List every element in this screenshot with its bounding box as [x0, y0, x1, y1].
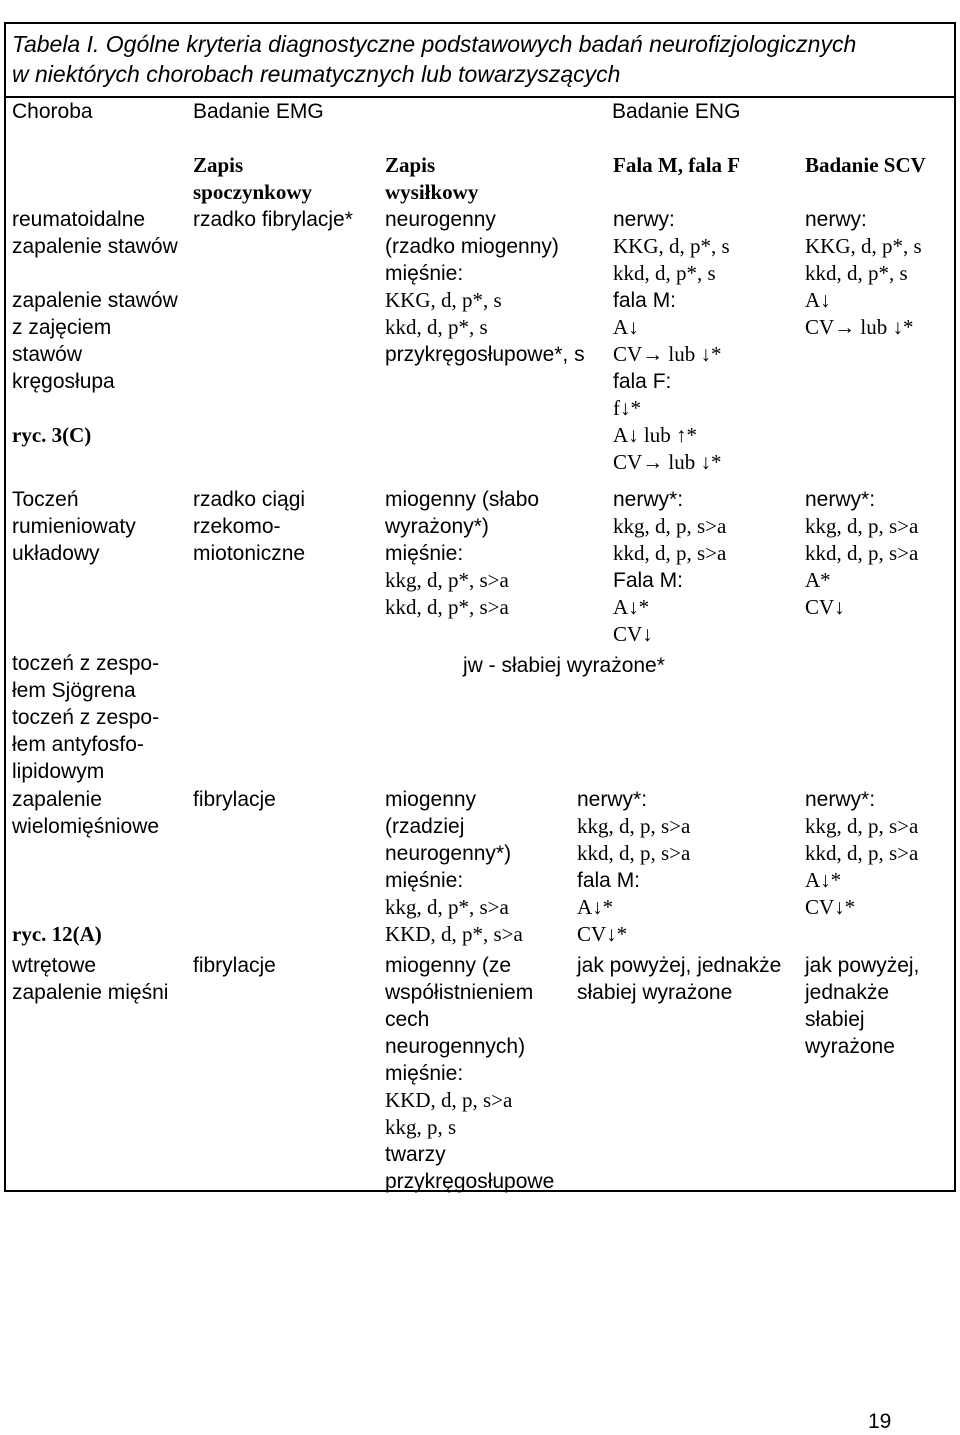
disease-line: łem Sjögrena: [12, 679, 136, 702]
scv-cell-r1: [805, 206, 922, 341]
wysilkowy-line: mięśnie:: [385, 542, 464, 565]
disease-line: kręgosłupa: [12, 370, 115, 393]
wysilkowy-line: miogenny: [385, 788, 477, 811]
wysilkowy-line: neurogenny: [385, 208, 496, 231]
fala-cell-r1: [613, 206, 730, 476]
wysilkowy-line: (rzadziej: [385, 815, 465, 838]
fala-line: jak powyżej, jednakże: [577, 954, 782, 977]
fala-line: kkg, d, p, s>a: [577, 814, 691, 838]
disease-line: stawów: [12, 343, 83, 366]
fala-line: A↓: [613, 315, 639, 339]
disease-line: zapalenie stawów: [12, 289, 178, 312]
wysilkowy-line: KKD, d, p, s>a: [385, 1088, 513, 1112]
fala-line: kkd, d, p, s>a: [613, 541, 727, 565]
fala-line: nerwy*:: [577, 788, 648, 811]
table-title-line-2: w niektórych chorobach reumatycznych lub towarzyszących: [12, 61, 621, 87]
scv-cell-r2: [805, 486, 918, 621]
spoczynkowy-line: miotoniczne: [193, 542, 306, 565]
spoczynkowy-cell-r1: [193, 206, 353, 233]
fala-cell-r5: [577, 952, 781, 1006]
wysilkowy-line: kkd, d, p*, s>a: [385, 595, 509, 619]
disease-line: [12, 894, 159, 921]
header-scv: Badanie SCV: [805, 153, 926, 177]
spoczynkowy-line: fibrylacje: [193, 954, 276, 977]
wysilkowy-line: twarzy: [385, 1143, 446, 1166]
disease-line: układowy: [12, 542, 100, 565]
scv-line: nerwy*:: [805, 788, 876, 811]
scv-line: jednakże: [805, 981, 890, 1004]
fala-line: nerwy*:: [613, 488, 684, 511]
scv-line: nerwy*:: [805, 488, 876, 511]
header-zapis-wysilkowy: [385, 152, 478, 206]
disease-line: z zajęciem: [12, 316, 112, 339]
disease-line: wtrętowe: [12, 954, 97, 977]
disease-cell-r1: [12, 206, 178, 449]
wysilkowy-line: mięśnie:: [385, 262, 464, 285]
wysilkowy-line: KKD, d, p*, s>a: [385, 922, 523, 946]
fala-line: kkd, d, p, s>a: [577, 841, 691, 865]
disease-line: zapalenie stawów: [12, 235, 178, 258]
spoczynkowy-line: fibrylacje: [193, 788, 276, 811]
divider-under-title: [4, 96, 956, 98]
figure-reference: ryc. 3(C): [12, 423, 92, 447]
header-zapis-spoczynkowy: [193, 152, 312, 206]
spoczynkowy-cell-r4: [193, 786, 276, 813]
spoczynkowy-line: rzadko ciągi: [193, 488, 306, 511]
fala-line: CV→ lub ↓*: [613, 450, 722, 474]
scv-line: A*: [805, 568, 831, 592]
scv-line: nerwy:: [805, 208, 867, 231]
scv-line: CV↓*: [805, 895, 856, 919]
wysilkowy-line: kkg, d, p*, s>a: [385, 895, 509, 919]
wysilkowy-line: KKG, d, p*, s: [385, 288, 502, 312]
disease-line: [12, 840, 159, 867]
header-fala: Fala M, fala F: [613, 153, 741, 177]
figure-reference: ryc. 12(A): [12, 922, 102, 946]
scv-line: CV↓: [805, 595, 845, 619]
scv-line: kkd, d, p, s>a: [805, 541, 919, 565]
fala-line: fala M:: [613, 289, 677, 312]
header-eng: Badanie ENG: [612, 100, 741, 123]
wysilkowy-line: kkd, d, p*, s: [385, 315, 488, 339]
scv-line: słabiej: [805, 1008, 865, 1031]
scv-line: wyrażone: [805, 1035, 895, 1058]
scv-line: kkg, d, p, s>a: [805, 814, 919, 838]
scv-cell-r4: [805, 786, 918, 921]
disease-cell-r5: [12, 952, 168, 1006]
scv-line: jak powyżej,: [805, 954, 920, 977]
disease-line: toczeń z zespo-: [12, 652, 160, 675]
header-spoczynkowy-line: Zapis: [193, 153, 244, 177]
fala-line: A↓*: [577, 895, 614, 919]
header-wysilkowy-line: Zapis: [385, 153, 436, 177]
wysilkowy-line: mięśnie:: [385, 869, 464, 892]
scv-line: A↓: [805, 288, 831, 312]
fala-line: KKG, d, p*, s: [613, 234, 730, 258]
spoczynkowy-cell-r2: [193, 486, 305, 567]
wysilkowy-line: wyrażony*): [385, 515, 489, 538]
scv-line: kkd, d, p, s>a: [805, 841, 919, 865]
header-wysilkowy-line: wysiłkowy: [385, 180, 479, 204]
fala-line: Fala M:: [613, 569, 684, 592]
scv-line: CV→ lub ↓*: [805, 315, 914, 339]
disease-line: lipidowym: [12, 760, 105, 783]
spoczynkowy-line: rzekomo-: [193, 515, 281, 538]
fala-line: f↓*: [613, 396, 641, 420]
merged-cell-r3: jw - słabiej wyrażone*: [463, 654, 665, 677]
fala-line: CV→ lub ↓*: [613, 342, 722, 366]
wysilkowy-line: cech: [385, 1008, 430, 1031]
scv-line: kkg, d, p, s>a: [805, 514, 919, 538]
disease-cell-r4: [12, 786, 159, 948]
fala-cell-r2: [613, 486, 726, 648]
fala-line: kkd, d, p*, s: [613, 261, 716, 285]
wysilkowy-line: neurogennych): [385, 1035, 526, 1058]
wysilkowy-cell-r5: [385, 952, 554, 1195]
scv-cell-r5: [805, 952, 919, 1060]
fala-line: fala F:: [613, 370, 672, 393]
disease-line: łem antyfosfo-: [12, 733, 144, 756]
spoczynkowy-line: rzadko fibrylacje*: [193, 208, 353, 231]
fala-line: CV↓*: [577, 922, 628, 946]
disease-line: wielomięśniowe: [12, 815, 160, 838]
wysilkowy-line: miogenny (słabo: [385, 488, 540, 511]
scv-line: kkd, d, p*, s: [805, 261, 908, 285]
fala-line: słabiej wyrażone: [577, 981, 733, 1004]
fala-line: A↓ lub ↑*: [613, 423, 697, 447]
wysilkowy-line: przykręgosłupowe*, s: [385, 343, 585, 366]
wysilkowy-cell-r1: [385, 206, 585, 368]
fala-line: A↓*: [613, 595, 650, 619]
wysilkowy-line: miogenny (ze: [385, 954, 512, 977]
disease-line: toczeń z zespo-: [12, 706, 160, 729]
wysilkowy-cell-r4: [385, 786, 523, 948]
header-spoczynkowy-line: spoczynkowy: [193, 180, 313, 204]
disease-line: rumieniowaty: [12, 515, 136, 538]
fala-line: kkg, d, p, s>a: [613, 514, 727, 538]
disease-line: zapalenie: [12, 788, 102, 811]
disease-cell-r3: [12, 650, 159, 785]
scv-line: KKG, d, p*, s: [805, 234, 922, 258]
wysilkowy-line: kkg, d, p*, s>a: [385, 568, 509, 592]
wysilkowy-line: neurogenny*): [385, 842, 512, 865]
wysilkowy-line: mięśnie:: [385, 1062, 464, 1085]
spoczynkowy-cell-r5: [193, 952, 276, 979]
fala-cell-r4: [577, 786, 690, 948]
fala-line: fala M:: [577, 869, 641, 892]
fala-line: CV↓: [613, 622, 653, 646]
scv-line: A↓*: [805, 868, 842, 892]
disease-line: zapalenie mięśni: [12, 981, 169, 1004]
wysilkowy-line: współistnieniem: [385, 981, 534, 1004]
disease-line: reumatoidalne: [12, 208, 146, 231]
disease-line: [12, 395, 178, 422]
disease-line: Toczeń: [12, 488, 79, 511]
wysilkowy-cell-r2: [385, 486, 539, 621]
page-number: 19: [868, 1410, 892, 1433]
disease-cell-r2: [12, 486, 136, 567]
disease-line: [12, 867, 159, 894]
table-title-line-1: Tabela I. Ogólne kryteria diagnostyczne podstawowych badań neurofizjologicznych: [12, 31, 857, 57]
disease-line: [12, 260, 178, 287]
fala-line: nerwy:: [613, 208, 675, 231]
wysilkowy-line: kkg, p, s: [385, 1115, 457, 1139]
wysilkowy-line: przykręgosłupowe: [385, 1170, 555, 1193]
wysilkowy-line: (rzadko miogenny): [385, 235, 559, 258]
header-choroba: Choroba: [12, 100, 93, 123]
header-emg: Badanie EMG: [193, 100, 324, 123]
